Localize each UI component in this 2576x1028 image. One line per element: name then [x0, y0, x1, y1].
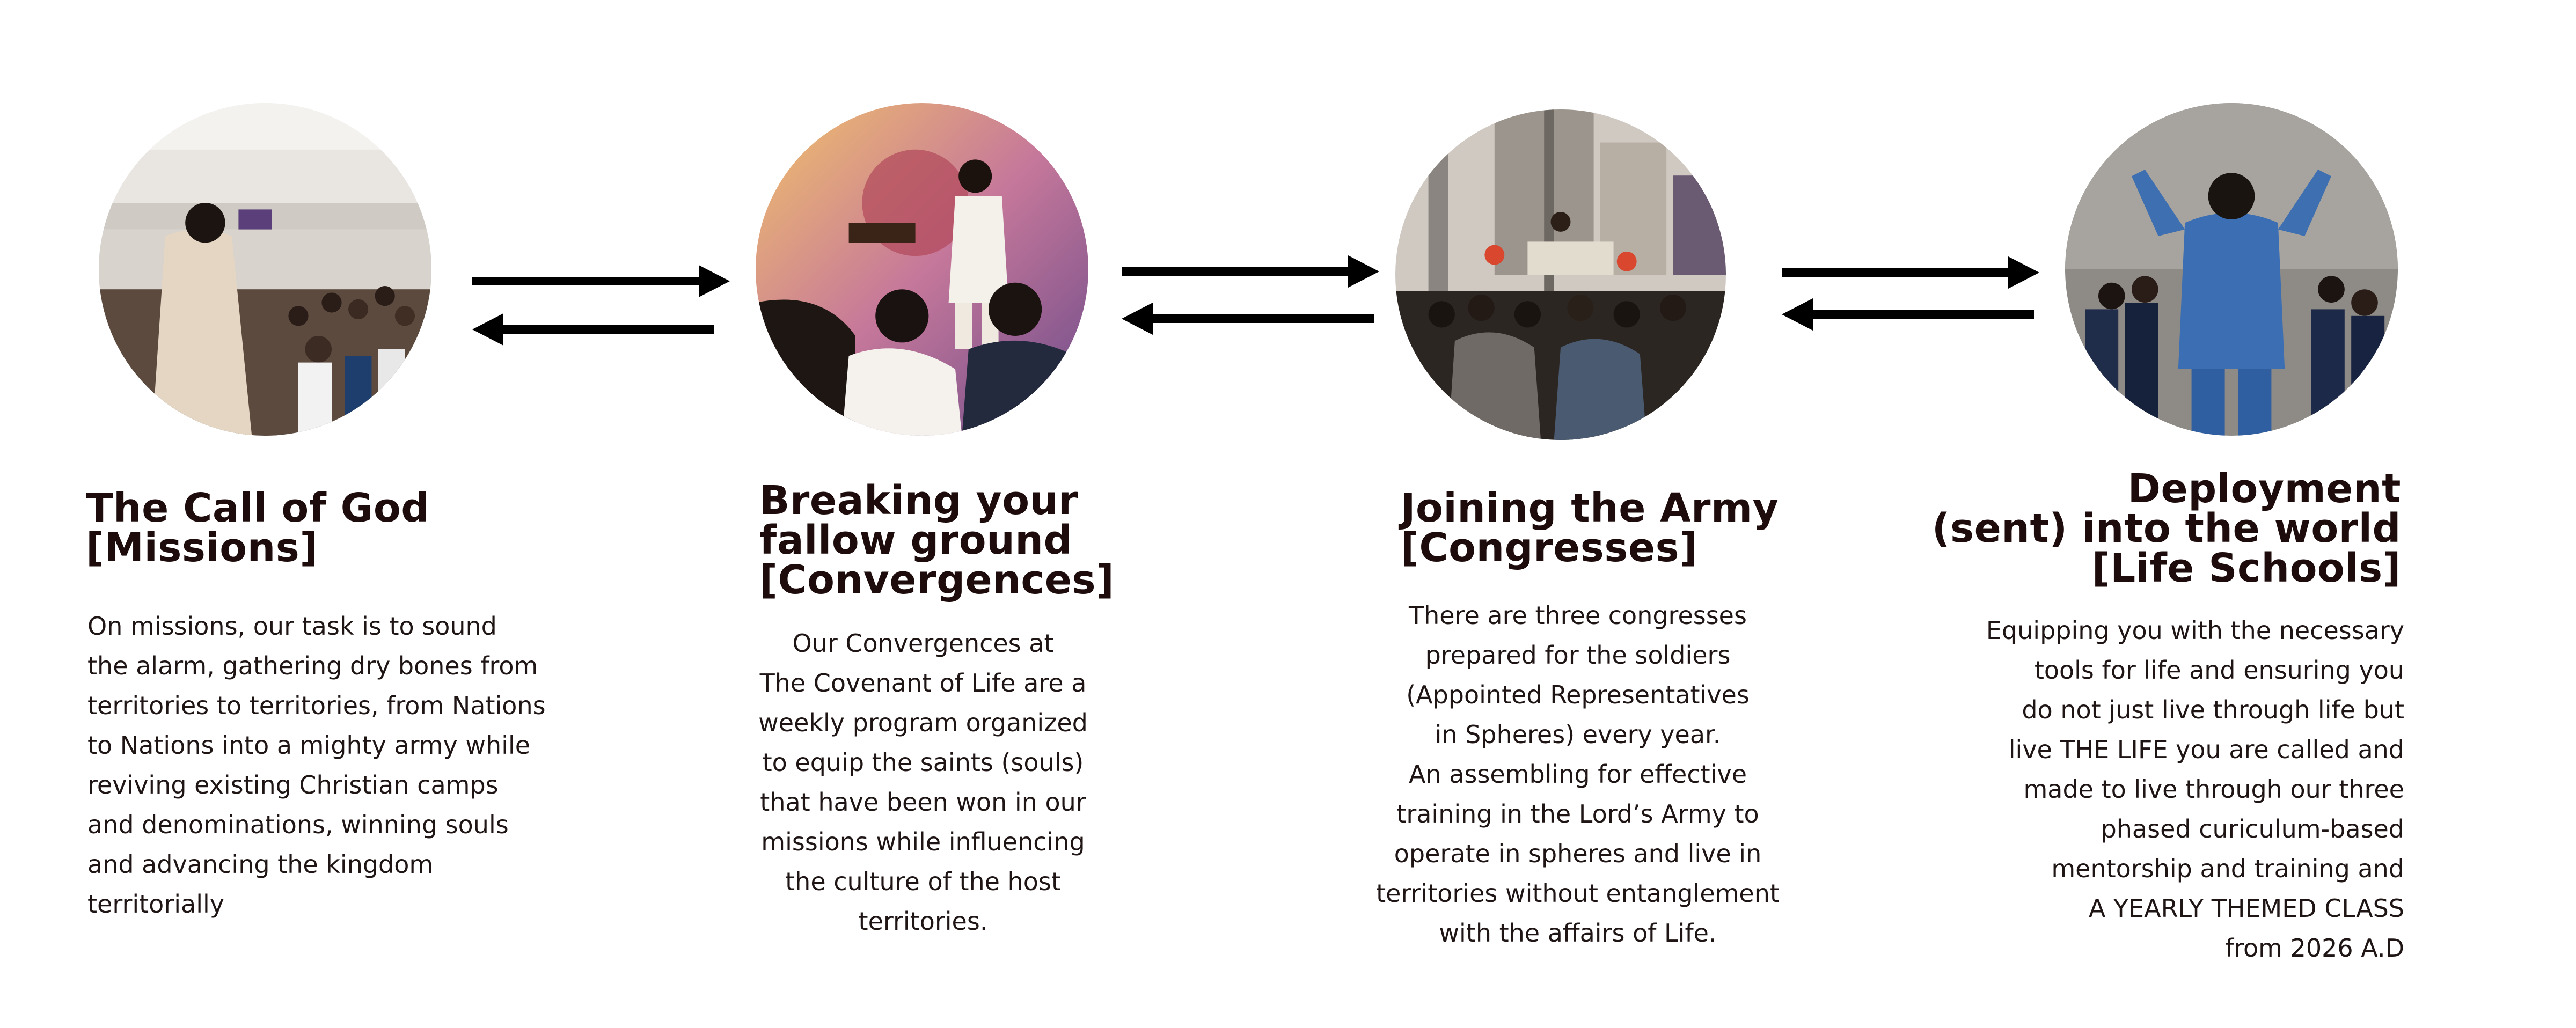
body-line: to equip the saints (souls)	[762, 748, 1084, 777]
body-line: Our Convergences at	[792, 629, 1054, 658]
arrows-1-2	[467, 258, 735, 349]
body-line: do not just live through life but	[2022, 695, 2404, 724]
body-line: territories to territories, from Nations	[87, 691, 546, 720]
body-line: from 2026 A.D	[2224, 934, 2404, 963]
step-title-missions	[86, 485, 430, 571]
title-line: Breaking your	[759, 478, 1078, 524]
body-line: training in the Lord’s Army to	[1396, 799, 1759, 828]
body-line: territories.	[858, 907, 988, 936]
step-title-life-schools	[1931, 466, 2401, 591]
photo-life-schools	[2065, 103, 2398, 436]
title-line: Deployment	[2127, 466, 2401, 512]
step-body-convergences	[730, 623, 1116, 941]
body-line: in Spheres) every year.	[1435, 720, 1721, 749]
step-body-missions	[87, 606, 546, 924]
step-title-congresses	[1401, 485, 1779, 571]
body-line: The Covenant of Life are a	[759, 669, 1087, 697]
body-line: territories without entanglement	[1376, 879, 1780, 908]
body-line: There are three congresses	[1409, 601, 1747, 630]
body-line: tools for life and ensuring you	[2034, 656, 2404, 685]
body-line: weekly program organized	[758, 708, 1088, 737]
arrows-3-4	[1776, 252, 2045, 343]
body-line: phased curiculum-based	[2101, 814, 2404, 843]
step-title-convergences	[759, 478, 1115, 603]
body-line: Equipping you with the necessary	[1986, 616, 2404, 645]
body-line: prepared for the soldiers	[1425, 641, 1731, 670]
photo-congresses	[1395, 109, 1726, 440]
body-line: operate in spheres and live in	[1394, 839, 1762, 868]
body-line: to Nations into a mighty army while	[87, 731, 531, 760]
body-line: live THE LIFE you are called and	[2008, 735, 2404, 764]
body-line: and denominations, winning souls	[87, 810, 509, 839]
title-line: [Life Schools]	[2091, 545, 2401, 591]
body-line: that have been won in our	[760, 788, 1086, 817]
title-line: [Congresses]	[1401, 525, 1698, 571]
body-line: (Appointed Representatives	[1406, 680, 1750, 709]
photo-convergences	[756, 103, 1088, 436]
title-line: [Missions]	[86, 525, 318, 571]
body-line: missions while influencing	[761, 827, 1085, 856]
body-line: and advancing the kingdom	[87, 850, 434, 879]
body-line: On missions, our task is to sound	[87, 612, 497, 641]
body-line: reviving existing Christian camps	[87, 770, 499, 799]
title-line: fallow ground	[759, 517, 1072, 563]
body-line: territorially	[87, 890, 224, 919]
photo-missions	[99, 103, 431, 436]
title-line: [Convergences]	[759, 557, 1115, 603]
title-line: The Call of God	[86, 485, 430, 531]
body-line: mentorship and training and	[2051, 854, 2404, 883]
step-body-congresses	[1342, 596, 1814, 953]
body-line: the alarm, gathering dry bones from	[87, 651, 538, 680]
body-line: the culture of the host	[785, 867, 1061, 896]
title-line: Joining the Army	[1401, 485, 1779, 531]
arrows-2-3	[1116, 252, 1385, 343]
body-line: made to live through our three	[2023, 775, 2404, 804]
body-line: An assembling for effective	[1408, 760, 1747, 789]
body-line: with the affairs of Life.	[1439, 919, 1717, 948]
body-line: A YEARLY THEMED CLASS	[2088, 894, 2404, 923]
title-line: (sent) into the world	[1931, 505, 2401, 552]
step-body-life-schools	[1986, 611, 2404, 968]
